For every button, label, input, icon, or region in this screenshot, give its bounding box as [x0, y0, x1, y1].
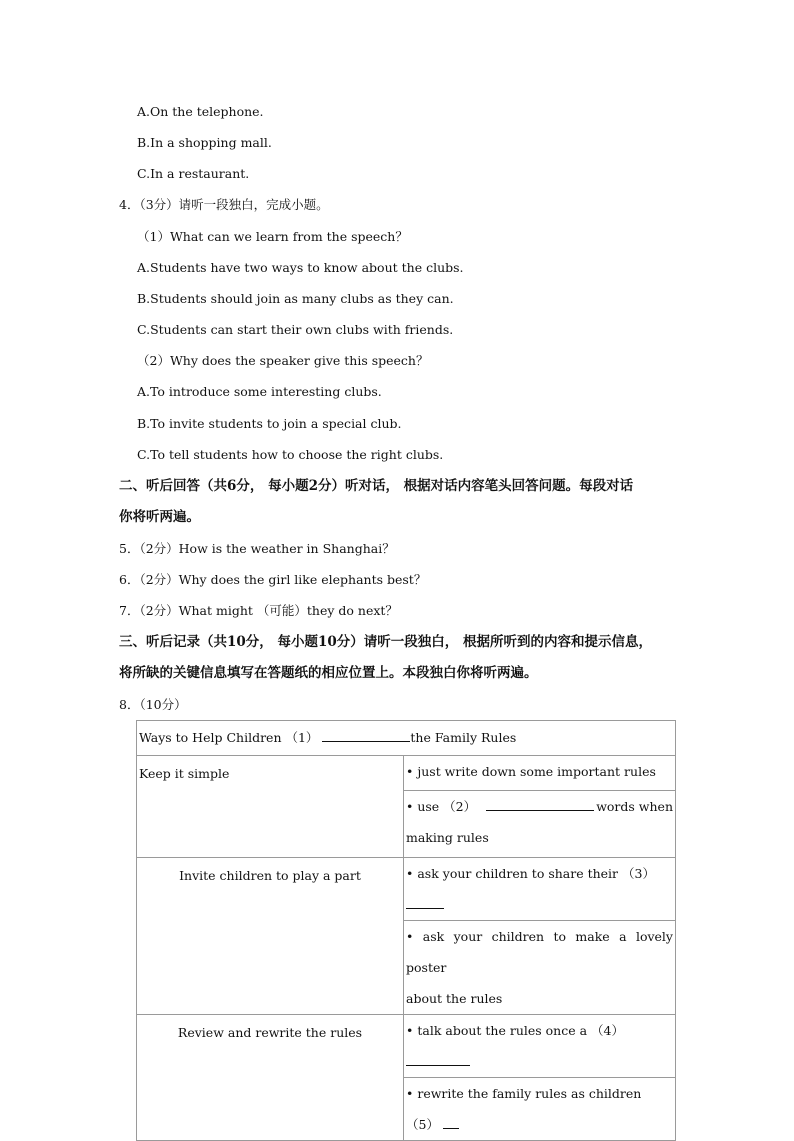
row3-item1-cell — [404, 1015, 676, 1078]
row3-left-cell — [137, 1015, 404, 1141]
q8-title: 8．（10分） — [119, 697, 187, 712]
q4-sub2-option-b: B.To invite students to join a special club. — [137, 416, 402, 431]
q4-sub2-option-c: C.To tell students how to choose the right clubs. — [137, 447, 444, 462]
q4-sub1-question: （1）What can we learn from the speech？ — [137, 229, 408, 244]
row3-label: Review and rewrite the rules — [177, 1025, 363, 1040]
row1-label: Keep it simple — [139, 766, 230, 781]
family-rules-table — [136, 720, 676, 1141]
row2-label: Invite children to play a part — [179, 868, 361, 883]
table-title-before: Ways to Help Children （1） — [139, 730, 319, 745]
table-title-cell — [137, 721, 676, 756]
row2-item2-continued: about the rules — [406, 991, 503, 1006]
q4-sub2-question: （2）Why does the speaker give this speech？ — [137, 353, 429, 368]
row1-item2-cell — [404, 791, 676, 858]
row2-item2: • ask your children to make a lovely poster — [406, 929, 673, 975]
q3-option-c: C.In a restaurant. — [137, 166, 250, 181]
row2-item1: • ask your children to share their （3） — [406, 866, 655, 881]
q4-sub1-option-c: C.Students can start their own clubs with friends. — [137, 322, 454, 337]
blank-3[interactable] — [406, 896, 444, 909]
section3-heading-line2: 将所缺的关键信息填写在答题纸的相应位置上。本段独白你将听两遍。 — [119, 665, 538, 681]
row1-item2-continued: making rules — [406, 830, 489, 845]
row3-item2-cell — [404, 1078, 676, 1141]
row3-item1: • talk about the rules once a （4） — [406, 1023, 624, 1038]
q3-option-b: B.In a shopping mall. — [137, 135, 272, 150]
section2-heading-line2: 你将听两遍。 — [119, 509, 200, 525]
q7-question: 7．（2分）What might （可能）they do next？ — [119, 603, 398, 618]
row1-item2-start: • use （2） — [406, 799, 477, 814]
row1-item1-cell — [404, 756, 676, 791]
q4-sub1-option-b: B.Students should join as many clubs as they can. — [137, 291, 454, 306]
q5-question: 5．（2分）How is the weather in Shanghai？ — [119, 541, 395, 556]
row1-left-cell — [137, 756, 404, 858]
section2-heading-line1: 二、听后回答（共6分， 每小题2分）听对话， 根据对话内容笔头回答问题。每段对话 — [119, 478, 634, 494]
row1-item1: • just write down some important rules — [406, 764, 656, 779]
row2-item2-cell — [404, 921, 676, 1015]
section3-heading-line1: 三、听后记录（共10分， 每小题10分）请听一段独白， 根据所听到的内容和提示信息， — [119, 634, 652, 650]
q3-option-a: A.On the telephone. — [137, 104, 264, 119]
q4-sub2-option-a: A.To introduce some interesting clubs. — [137, 384, 382, 399]
blank-1[interactable] — [322, 729, 410, 742]
blank-2[interactable] — [486, 798, 594, 811]
q6-question: 6．（2分）Why does the girl like elephants best？ — [119, 572, 427, 587]
row3-item2: • rewrite the family rules as children （5） — [406, 1086, 642, 1132]
row2-left-cell — [137, 858, 404, 1015]
table-title-after: the Family Rules — [410, 730, 517, 745]
row2-item1-cell — [404, 858, 676, 921]
row1-item2-end: words when — [596, 799, 673, 814]
q4-sub1-option-a: A.Students have two ways to know about the clubs. — [137, 260, 464, 275]
blank-4[interactable] — [406, 1053, 470, 1066]
q4-title: 4．（3分）请听一段独白，完成小题。 — [119, 197, 329, 212]
